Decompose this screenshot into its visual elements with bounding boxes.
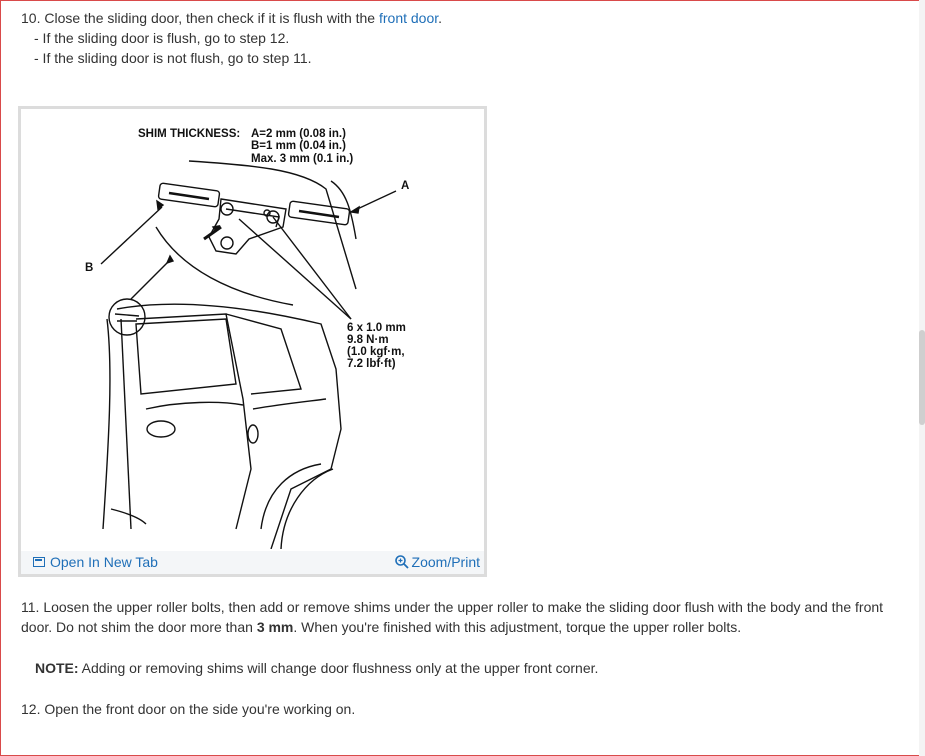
note-label: NOTE: [35,660,79,676]
open-tab-label: Open In New Tab [50,554,158,570]
shim-a: A=2 mm (0.08 in.) [251,128,346,140]
callout-b: B [85,262,94,274]
step-10-text: 10. Close the sliding door, then check if it is flush with the [21,10,379,26]
step-10-period: . [438,10,443,26]
zoom-print-button[interactable] [394,554,480,570]
shim-label: SHIM THICKNESS: [138,128,241,140]
note-text: Adding or removing shims will change door flushness only at the upper front corner. [78,660,599,676]
figure-container [18,106,487,577]
step-10 [21,9,442,27]
step-11 [21,597,906,637]
new-tab-icon [33,557,45,567]
zoom-print-label: Zoom/Print [411,554,480,570]
step-10-sub-1: - If the sliding door is flush, go to step 12. [34,30,290,46]
magnifier-icon [394,554,410,570]
scrollbar[interactable] [919,0,925,756]
sliding-door-diagram[interactable] [21,109,484,549]
callout-a: A [401,180,410,192]
step-12: 12. Open the front door on the side you're working on. [21,701,356,717]
torque-line-2: 9.8 N·m [347,334,389,346]
open-in-new-tab-button[interactable] [33,554,158,570]
torque-line-1: 6 x 1.0 mm [347,322,406,334]
scrollbar-thumb[interactable] [919,330,925,425]
figure-toolbar [21,551,484,574]
step-10-sub-2: - If the sliding door is not flush, go to step 11. [34,50,312,66]
torque-line-4: 7.2 lbf·ft) [347,358,396,370]
front-door-link[interactable]: front door [378,10,439,26]
step-11-text-1: 11. Loosen the upper roller bolts, then add or remove shims under the upper roller to make the sliding door flush with the body and the front door. Do not shim the door more than [21,599,884,635]
shim-max: Max. 3 mm (0.1 in.) [251,153,354,165]
step-11-text-2: . When you're finished with this adjustment, torque the upper roller bolts. [293,619,742,635]
step-11-bold: 3 mm [256,619,294,635]
torque-line-3: (1.0 kgf·m, [347,346,405,358]
shim-b: B=1 mm (0.04 in.) [251,140,346,152]
note [35,658,598,678]
